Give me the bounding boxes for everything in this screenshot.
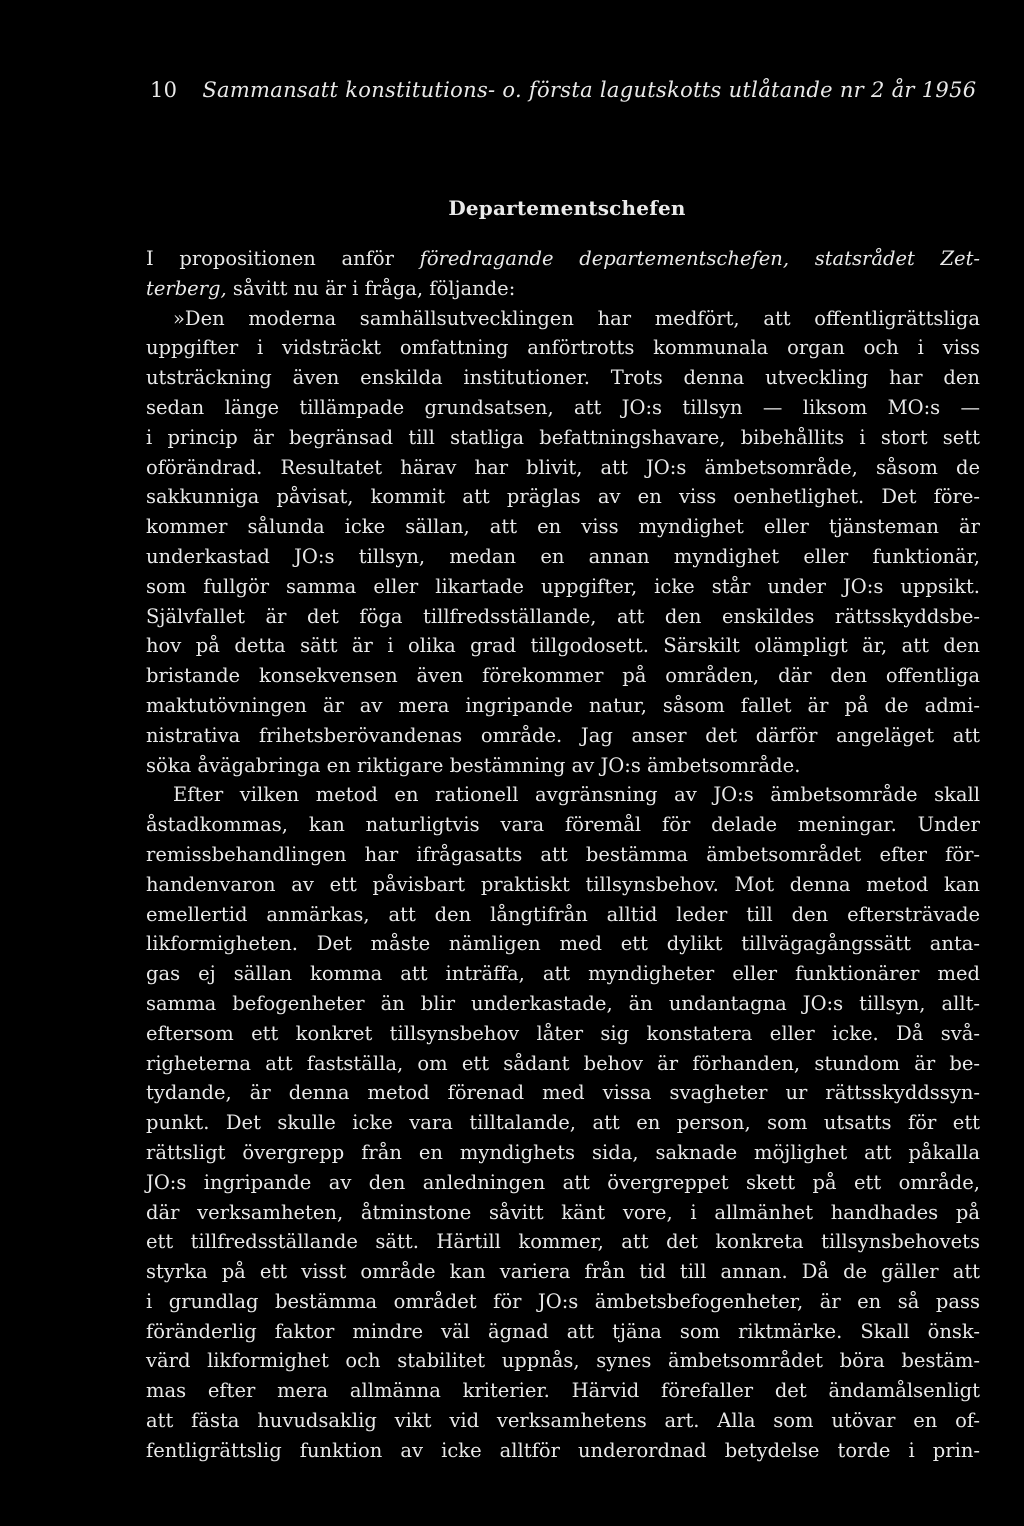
text-line: söka åvägabringa en riktigare bestämning av JO:s ämbetsområde. — [146, 753, 801, 777]
italic-segment: terberg, — [146, 276, 227, 300]
text-line: maktutövningen är av mera ingripande natur, såsom fallet är på de admi- — [146, 693, 980, 717]
text-line — [146, 274, 980, 304]
text-line: righeterna att fastställa, om ett sådant behov är förhanden, stundom är be- — [146, 1051, 980, 1075]
page-number: 10 — [150, 78, 178, 102]
text-line: gas ej sällan komma att inträffa, att myndigheter eller funktionärer med — [146, 962, 980, 986]
text-line: värd likformighet och stabilitet uppnås, synes ämbetsområdet böra bestäm- — [146, 1349, 980, 1373]
text-line: Självfallet är det föga tillfredsställande, att den enskildes rättsskyddsbe- — [146, 604, 980, 628]
text-line: hov på detta sätt är i olika grad tillgodosett. Särskilt olämpligt är, att den — [146, 634, 980, 658]
text-line: tydande, är denna metod förenad med vissa svagheter ur rättsskyddssyn- — [146, 1081, 980, 1105]
text-line: emellertid anmärkas, att den långtifrån alltid leder till den eftersträvade — [146, 902, 980, 926]
text-line: sedan länge tillämpade grundsatsen, att JO:s tillsyn — liksom MO:s — — [146, 395, 980, 419]
text-line: remissbehandlingen har ifrågasatts att bestämma ämbetsområdet efter för- — [146, 842, 980, 866]
text-line: JO:s ingripande av den anledningen att övergreppet skett på ett område, — [146, 1170, 980, 1194]
text-line: bristande konsekvensen även förekommer på områden, där den offentliga — [146, 664, 980, 688]
text-line: styrka på ett visst område kan variera från tid till annan. Då de gäller att — [146, 1260, 980, 1284]
text-line: Efter vilken metod en rationell avgränsning av JO:s ämbetsområde skall — [173, 783, 980, 807]
text-line: likformigheten. Det måste nämligen med ett dylikt tillvägagångssätt anta- — [146, 932, 980, 956]
text-line: som fullgör samma eller likartade uppgifter, icke står under JO:s uppsikt. — [146, 574, 980, 598]
text-line: nistrativa frihetsberövandenas område. Jag anser det därför angeläget att — [146, 723, 980, 747]
running-title: Sammansatt konstitutions- o. första lagutskotts utlåtande nr 2 år 1956 — [202, 78, 977, 102]
text-line: utsträckning även enskilda institutioner. Trots denna utveckling har den — [146, 366, 980, 390]
text-line: föränderlig faktor mindre väl ägnad att tjäna som riktmärke. Skall önsk- — [146, 1319, 980, 1343]
text-line: uppgifter i vidsträckt omfattning anförtrotts kommunala organ och i viss — [146, 336, 980, 360]
body-text — [146, 244, 980, 1466]
text-line: oförändrad. Resultatet härav har blivit, att JO:s ämbetsområde, såsom de — [146, 455, 980, 479]
text-line: fentligrättslig funktion av icke alltför underordnad betydelse torde i prin- — [146, 1438, 980, 1462]
running-header — [150, 78, 990, 102]
text-line: åstadkommas, kan naturligtvis vara föremål för delade meningar. Under — [146, 813, 980, 837]
text-line: kommer sålunda icke sällan, att en viss myndighet eller tjänsteman är — [146, 515, 980, 539]
text-line: underkastad JO:s tillsyn, medan en annan myndighet eller funktionär, — [146, 544, 980, 568]
text-segment: I propositionen anför — [146, 247, 420, 270]
text-line: handenvaron av ett påvisbart praktiskt tillsynsbehov. Mot denna metod kan — [146, 872, 980, 896]
text-segment: såvitt nu är i fråga, följande: — [226, 276, 516, 300]
text-line: rättsligt övergrepp från en myndighets sida, saknade möjlighet att påkalla — [146, 1140, 980, 1164]
section-heading: Departementschefen — [448, 196, 686, 220]
text-line: »Den moderna samhällsutvecklingen har medfört, att offentligrättsliga — [173, 306, 980, 330]
text-line: i princip är begränsad till statliga befattningshavare, bibehållits i stort sett — [146, 425, 980, 449]
text-line: eftersom ett konkret tillsynsbehov låter sig konstatera eller icke. Då svå- — [146, 1021, 980, 1045]
italic-segment: föredragande departementschefen, statsrådet Zet- — [419, 247, 980, 270]
text-line: i grundlag bestämma området för JO:s ämbetsbefogenheter, är en så pass — [146, 1289, 980, 1313]
text-line: att fästa huvudsaklig vikt vid verksamhetens art. Alla som utövar en of- — [146, 1409, 980, 1433]
text-line: mas efter mera allmänna kriterier. Härvid förefaller det ändamålsenligt — [146, 1379, 980, 1403]
text-line: där verksamheten, åtminstone såvitt känt vore, i allmänhet handhades på — [146, 1200, 980, 1224]
text-line: punkt. Det skulle icke vara tilltalande, att en person, som utsatts för ett — [146, 1111, 980, 1135]
text-line: samma befogenheter än blir underkastade, än undantagna JO:s tillsyn, allt- — [146, 991, 980, 1015]
text-line: ett tillfredsställande sätt. Härtill kommer, att det konkreta tillsynsbehovets — [146, 1230, 980, 1254]
text-line — [146, 244, 980, 274]
text-line: sakkunniga påvisat, kommit att präglas av en viss oenhetlighet. Det före- — [146, 485, 980, 509]
